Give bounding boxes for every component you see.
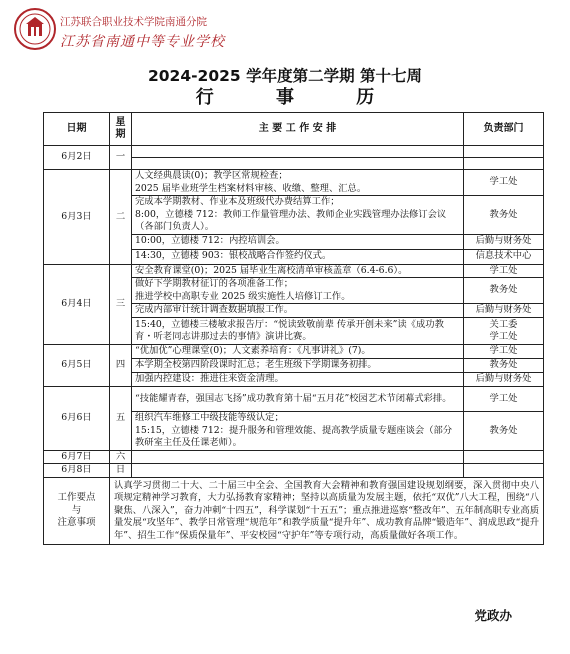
table-row [44,170,544,196]
schedule-table [43,112,544,545]
row-task: 本学期全校第四阶段课时汇总；老生班级下学期课务初排。 [132,359,464,373]
row-task: 完成内部审计统计调查数据填报工作。 [132,304,464,318]
row-dept: 教务处 [464,278,544,304]
row-date: 6月3日 [44,170,110,265]
row-dept: 后勤与财务处 [464,304,544,318]
header-dept: 负责部门 [464,113,544,146]
row-dept: 后勤与财务处 [464,373,544,387]
row-date: 6月7日 [44,450,110,464]
row-weekday: 五 [110,387,132,451]
row-weekday: 二 [110,170,132,265]
notes-label-line: 与 [71,504,82,516]
row-dept: 后勤与财务处 [464,234,544,249]
page-subtitle: 行 事 历 [195,87,403,108]
table-row [44,345,544,359]
row-weekday: 三 [110,264,132,345]
row-date: 6月2日 [44,146,110,170]
school-logo-icon [14,8,56,50]
row-dept [464,146,544,158]
row-weekday: 一 [110,146,132,170]
row-date: 6月6日 [44,387,110,451]
row-task: 做好下学期教材征订的各项准备工作； 推进学校中高职专业 2025 级实施性人培修订工作。 [132,278,464,304]
notes-label [44,477,110,545]
row-task: 15:40，立德楼三楼敏求报告厅：“悦读致敬前辈 传承开创未来”读《成功教育・听老同志讲那过去的事情》演讲比赛。 [132,318,464,345]
row-dept: 学工处 [464,264,544,278]
issuer-label: 党政办 [474,608,512,623]
row-weekday: 六 [110,450,132,464]
row-task [132,158,464,170]
row-dept [464,464,544,478]
row-task: 加强内控建设：推进往来资金清理。 [132,373,464,387]
table-header-row [44,113,544,146]
notes-label-line: 工作要点 [57,492,96,503]
row-date: 6月4日 [44,264,110,345]
row-date: 6月5日 [44,345,110,387]
schedule-body [44,146,544,478]
school-name: 江苏联合职业技术学院南通分院 [60,16,207,28]
notes-text: 认真学习贯彻二十大、二十届三中全会、全国教育大会精神和教育强国建设规划纲要，深入贯彻中央八项规定精神学习教育，大力弘扬教育家精神；坚持以高质量为发展主题，依托“双优”八大工程，围绕“八聚焦、八深入”，奋力冲刺“十四五”，科学谋划“十五五”；重点推进巡察“整改年”、五年制高职专业高质量发展“攻坚年”、教学日常管理“规范年”和教学质量“提升年”、成功教育品牌“锻造年”、润成思政“提升年”、招生工作“保质保量年”、平安校园“守护年”等专项行动，高质量做好各项工作。 [110,477,544,545]
table-row [44,146,544,158]
row-dept [464,158,544,170]
row-task: 人文经典晨读(0)；教学区常规检查； 2025 届毕业班学生档案材料审核、收缴、整理、汇总。 [132,170,464,196]
row-task [132,464,464,478]
row-dept: 学工处 [464,345,544,359]
row-date: 6月8日 [44,464,110,478]
table-row [44,264,544,278]
header-task: 主 要 工 作 安 排 [132,113,464,146]
row-dept: 信息技术中心 [464,249,544,264]
table-row [44,450,544,464]
school-header [14,8,314,54]
row-dept: 教务处 [464,196,544,235]
row-dept [464,450,544,464]
row-dept: 关工委 学工处 [464,318,544,345]
page-title: 2024-2025 学年度第二学期 第十七周 [147,67,422,85]
row-task [132,450,464,464]
row-task: “技能耀青春，强国志飞扬”成功教育第十届“五月花”校园艺术节闭幕式彩排。 [132,387,464,412]
table-row [44,464,544,478]
row-task: “优加优”心理课堂(0)；人文素养培育：《凡事讲礼》(7)。 [132,345,464,359]
notes-label-line: 注意事项 [57,517,96,528]
row-dept: 学工处 [464,387,544,412]
row-dept: 教务处 [464,412,544,451]
row-task: 完成本学期教材、作业本及班级代办费结算工作； 8:00，立德楼 712：教师工作量管理办法、教师企业实践管理办法修订会议（各部门负责人）。 [132,196,464,235]
row-task: 14:30，立德楼 903：银校战略合作签约仪式。 [132,249,464,264]
row-task: 安全教育课堂(0)；2025 届毕业生离校清单审核盖章（6.4-6.6）。 [132,264,464,278]
notes-row [44,477,544,545]
row-weekday: 日 [110,464,132,478]
school-script-name: 江苏省南通中等专业学校 [60,34,225,50]
table-row [44,387,544,412]
row-task: 10:00，立德楼 712：内控培训会。 [132,234,464,249]
row-weekday: 四 [110,345,132,387]
row-task [132,146,464,158]
row-dept: 教务处 [464,359,544,373]
header-date: 日期 [44,113,110,146]
header-week: 星期 [110,113,132,146]
row-dept: 学工处 [464,170,544,196]
row-task: 组织汽车维修工中级技能等级认定； 15:15，立德楼 712：提升服务和管理效能、提高教学质量专题座谈会（部分教研室主任及任课老师）。 [132,412,464,451]
